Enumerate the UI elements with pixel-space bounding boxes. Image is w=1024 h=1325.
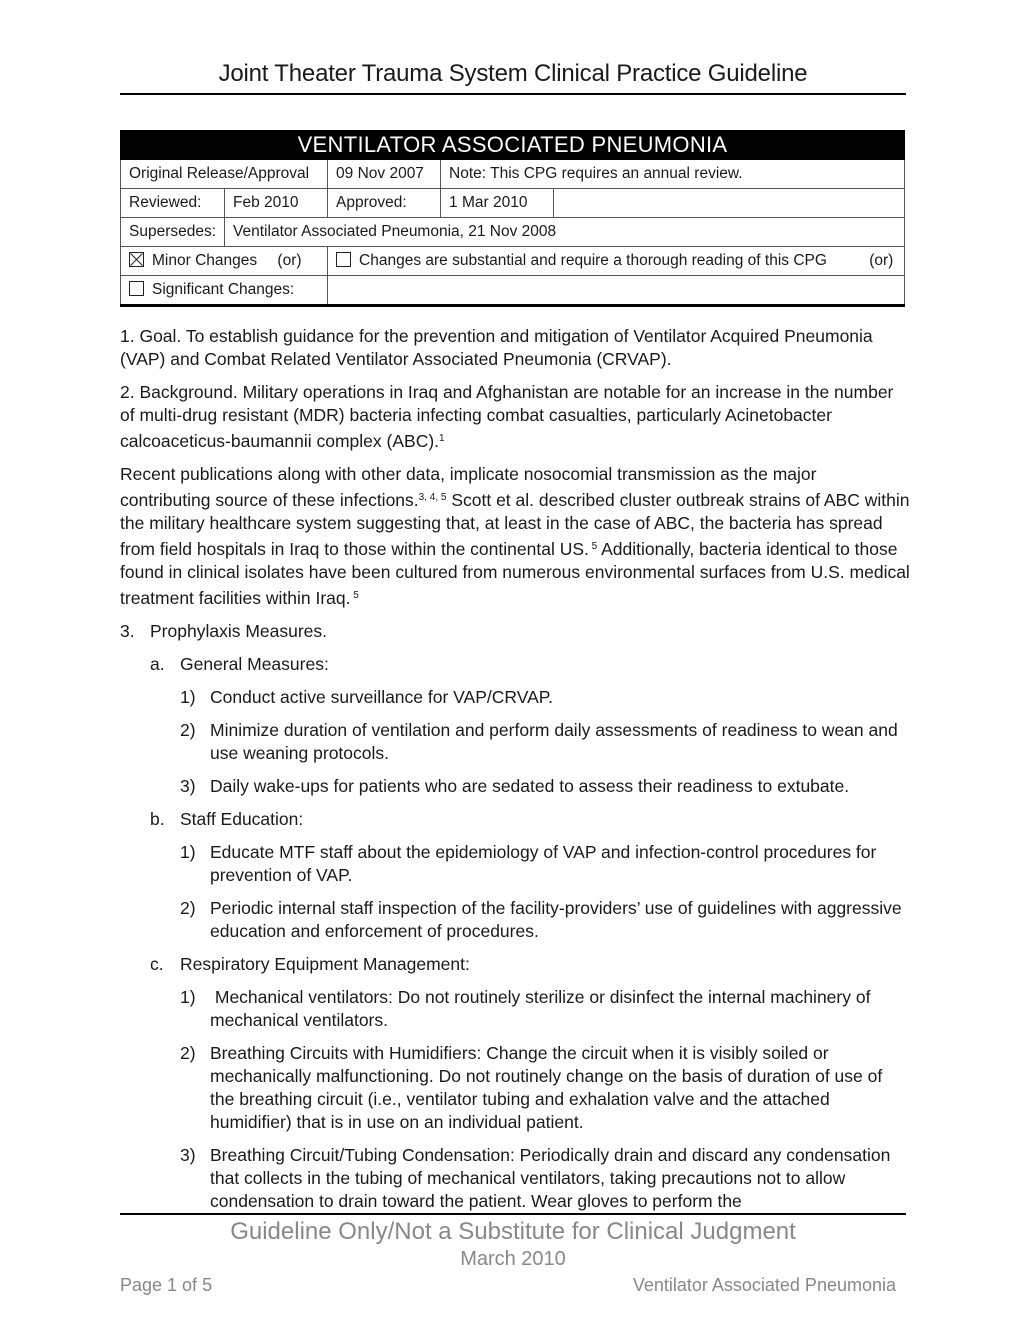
header-divider	[120, 93, 906, 95]
significant-changes-label: Significant Changes:	[152, 281, 295, 298]
subsection-heading: Staff Education:	[180, 809, 304, 829]
list-number: 1)	[180, 987, 196, 1007]
recent-text-a: Recent publications along with other data, implicate nosocomial transmission as the major contributing source of these infections.	[120, 464, 817, 510]
cpg-title: VENTILATOR ASSOCIATED PNEUMONIA	[121, 131, 905, 160]
list-item-text: Breathing Circuits with Humidifiers: Change the circuit when it is visibly soiled or mechanically malfunctioning. Do not routinely change on the basis of duration of use of the breathing circuit (i.e., ventilator tubing and exhalation valve and the attached humidifier) that is in use on an individual patient.	[210, 1043, 883, 1132]
subsection-general	[120, 653, 910, 676]
list-item	[120, 775, 910, 798]
section-heading: Prophylaxis Measures.	[150, 621, 328, 641]
list-item-text: Periodic internal staff inspection of the facility-providers’ use of guidelines with aggressive education and enforcement of procedures.	[210, 898, 902, 941]
or-label: (or)	[277, 252, 302, 269]
list-item	[120, 841, 910, 887]
section-prophylaxis	[120, 620, 910, 643]
reference-superscript: 5	[588, 541, 598, 552]
list-item-text: Daily wake-ups for patients who are sedated to assess their readiness to extubate.	[210, 776, 850, 796]
list-number: 2)	[180, 1043, 196, 1063]
list-item	[120, 1042, 910, 1134]
footer-document-name: Ventilator Associated Pneumonia	[632, 1275, 896, 1295]
subsection-staff-education	[120, 808, 910, 831]
approved-label: Approved:	[328, 189, 441, 218]
footer-date: March 2010	[460, 1248, 566, 1270]
minor-changes-cell	[121, 247, 328, 276]
list-item	[120, 686, 910, 709]
list-item-text: Minimize duration of ventilation and perform daily assessments of readiness to wean and use weaning protocols.	[210, 720, 898, 763]
list-item	[120, 897, 910, 943]
list-item-text: Breathing Circuit/Tubing Condensation: Periodically drain and discard any condensation that collects in the tubing of mechanical ventilators, taking precautions not to allow condensation to drain toward the patient. Wear gloves to perform the	[210, 1145, 891, 1211]
list-number: 3)	[180, 776, 196, 796]
list-item	[120, 1144, 910, 1213]
footer-disclaimer: Guideline Only/Not a Substitute for Clinical Judgment	[230, 1218, 796, 1245]
minor-changes-label: Minor Changes	[152, 252, 258, 269]
list-item-text: Conduct active surveillance for VAP/CRVAP.	[210, 687, 554, 707]
list-letter: b.	[150, 809, 165, 829]
substantial-changes-checkbox[interactable]	[336, 252, 351, 267]
supersedes-value: Ventilator Associated Pneumonia, 21 Nov 2008	[225, 218, 905, 247]
list-item-text: Mechanical ventilators: Do not routinely sterilize or disinfect the internal machinery of mechanical ventilators.	[210, 987, 871, 1030]
cpg-metadata-table	[120, 130, 905, 307]
page-number: Page 1 of 5	[120, 1275, 213, 1295]
significant-changes-value	[328, 276, 905, 306]
original-release-date: 09 Nov 2007	[328, 160, 441, 189]
subsection-respiratory-equipment	[120, 953, 910, 976]
original-release-label: Original Release/Approval	[121, 160, 328, 189]
subsection-heading: Respiratory Equipment Management:	[180, 954, 470, 974]
empty-cell	[554, 189, 905, 218]
minor-changes-checkbox[interactable]	[129, 252, 144, 267]
list-letter: c.	[150, 954, 164, 974]
goal-paragraph: 1. Goal. To establish guidance for the prevention and mitigation of Ventilator Acquired Pneumonia (VAP) and Combat Related Ventilator Associated Pneumonia (CRVAP).	[120, 326, 873, 369]
list-item	[120, 719, 910, 765]
significant-changes-checkbox[interactable]	[129, 281, 144, 296]
background-text: 2. Background. Military operations in Iraq and Afghanistan are notable for an increase in the number of multi-drug resistant (MDR) bacteria infecting combat casualties, particularly Acinetobacter calcoaceticus-baumannii complex (ABC).	[120, 382, 894, 451]
significant-changes-cell	[121, 276, 328, 306]
list-letter: a.	[150, 654, 165, 674]
list-number: 2)	[180, 720, 196, 740]
list-item	[120, 986, 910, 1032]
recent-text-c: Additionally, bacteria identical to those found in clinical isolates have been cultured from numerous environmental surfaces from U.S. medical treatment facilities within Iraq.	[120, 539, 910, 608]
reference-superscript: 5	[350, 590, 359, 601]
footer-divider	[120, 1213, 906, 1215]
list-number: 3.	[120, 621, 135, 641]
annual-review-note: Note: This CPG requires an annual review.	[441, 160, 905, 189]
recent-text-b: Scott et al. described cluster outbreak strains of ABC within the military healthcare system suggesting that, at least in the case of ABC, the bacteria has spread from field hospitals in Iraq to those within the continental US.	[120, 490, 910, 559]
list-number: 1)	[180, 842, 196, 862]
background-paragraph	[120, 381, 910, 453]
supersedes-label: Supersedes:	[121, 218, 225, 247]
approved-date: 1 Mar 2010	[441, 189, 554, 218]
or-label: (or)	[869, 252, 894, 269]
list-number: 1)	[180, 687, 196, 707]
list-number: 3)	[180, 1145, 196, 1165]
reference-superscript: 1	[439, 433, 445, 444]
reviewed-date: Feb 2010	[225, 189, 328, 218]
recent-publications-paragraph	[120, 463, 910, 610]
subsection-heading: General Measures:	[180, 654, 329, 674]
list-item-text: Educate MTF staff about the epidemiology of VAP and infection-control procedures for prevention of VAP.	[210, 842, 877, 885]
reviewed-label: Reviewed:	[121, 189, 225, 218]
substantial-changes-cell	[328, 247, 905, 276]
document-body	[120, 325, 910, 1223]
page-header-title: Joint Theater Trauma System Clinical Practice Guideline	[218, 60, 808, 87]
list-number: 2)	[180, 898, 196, 918]
reference-superscript: 3, 4, 5	[418, 492, 447, 503]
substantial-changes-label: Changes are substantial and require a thorough reading of this CPG	[359, 252, 827, 269]
